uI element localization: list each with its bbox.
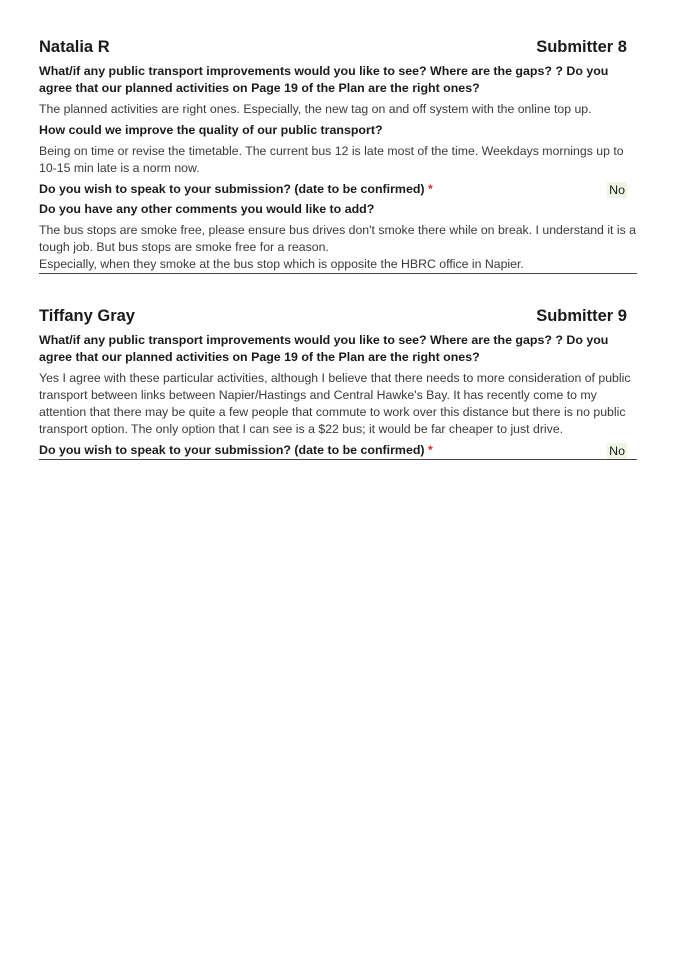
submitter-number: Submitter 8 bbox=[536, 38, 627, 56]
question-speak bbox=[39, 181, 433, 198]
question-speak bbox=[39, 442, 433, 459]
submission-header bbox=[39, 307, 637, 326]
answer-quality: Being on time or revise the timetable. The current bus 12 is late most of the time. Weekdays mornings up to 10-15 min late is a norm now. bbox=[39, 144, 624, 175]
answer-improvements: The planned activities are right ones. Especially, the new tag on and off system with the online top up. bbox=[39, 102, 592, 116]
submission-block bbox=[39, 38, 637, 278]
answer-speak: No bbox=[609, 182, 625, 197]
submitter-name: Natalia R bbox=[39, 38, 110, 56]
question-improvements: What/if any public transport improvements would you like to see? Where are the gaps? ? Do you agree that our planned activities on Page 19 of the Plan are the right ones? bbox=[39, 64, 609, 95]
required-marker: * bbox=[427, 443, 433, 457]
answer-speak: No bbox=[609, 443, 625, 458]
submission-block bbox=[39, 307, 637, 460]
required-marker: * bbox=[427, 182, 433, 196]
speak-row bbox=[39, 181, 637, 198]
question-speak-text: Do you wish to speak to your submission? (date to be confirmed) bbox=[39, 182, 425, 196]
answer-other-comments bbox=[39, 222, 637, 274]
submitter-number: Submitter 9 bbox=[536, 307, 627, 325]
submission-header bbox=[39, 38, 637, 57]
speak-row bbox=[39, 442, 637, 460]
answer-other-comments-line: The bus stops are smoke free, please ensure bus drives don't smoke there while on break. I understand it is a tough job. But bus stops are smoke free for a reason. bbox=[39, 223, 637, 254]
question-improvements: What/if any public transport improvements would you like to see? Where are the gaps? ? Do you agree that our planned activities on Page 19 of the Plan are the right ones? bbox=[39, 333, 609, 364]
answer-improvements: Yes I agree with these particular activities, although I believe that there needs to more consideration of public transport between links between Napier/Hastings and Central Hawke's Bay. It has recently come to my attention that there may be quite a few people that commute to work over this distance but there is no public transport option. The only option that I can see is a $22 bus; it would be far cheaper to just drive. bbox=[39, 371, 631, 436]
answer-other-comments-line: Especially, when they smoke at the bus stop which is opposite the HBRC office in Napier. bbox=[39, 257, 524, 271]
submitter-name: Tiffany Gray bbox=[39, 307, 135, 325]
question-speak-text: Do you wish to speak to your submission? (date to be confirmed) bbox=[39, 443, 425, 457]
question-quality: How could we improve the quality of our public transport? bbox=[39, 123, 383, 137]
question-other-comments: Do you have any other comments you would like to add? bbox=[39, 202, 375, 216]
